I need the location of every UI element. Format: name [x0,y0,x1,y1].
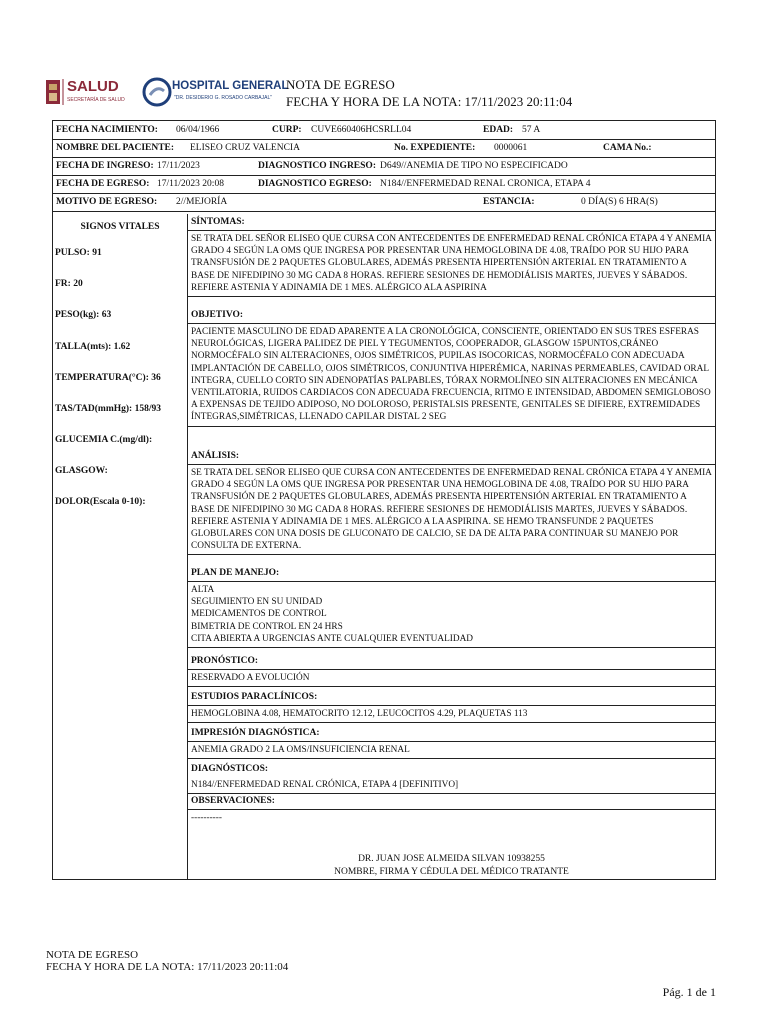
analisis-heading: ANÁLISIS: [188,448,715,465]
salud-logo-text: SALUD [67,78,119,95]
clinical-notes-column [188,214,715,879]
info-row-2 [53,139,715,158]
diag-egreso-label: DIAGNOSTICO EGRESO: [258,179,372,189]
diag-ingreso-value: D649//ANEMIA DE TIPO NO ESPECIFICADO [380,161,568,171]
estudios-text: HEMOGLOBINA 4.08, HEMATOCRITO 12.12, LEUCOCITOS 4.29, PLAQUETAS 113 [188,706,715,723]
edad-value: 57 A [522,125,541,135]
document-header [44,72,724,112]
impresion-heading: IMPRESIÓN DIAGNÓSTICA: [188,725,715,742]
vital-glasgow: GLASGOW: [55,466,108,476]
curp-label: CURP: [272,125,302,135]
pronostico-heading: PRONÓSTICO: [188,653,715,670]
info-row-5 [53,193,715,212]
signature-block [188,853,715,879]
fecha-ingreso-label: FECHA DE INGRESO: [56,161,154,171]
section-observaciones [188,793,715,826]
curp-value: CUVE660406HCSRLL04 [311,125,412,135]
objetivo-heading: OBJETIVO: [188,307,715,324]
expediente-value: 0000061 [494,143,528,153]
vital-pulso: PULSO: 91 [55,248,102,258]
section-plan [188,565,715,648]
cama-label: CAMA No.: [603,143,652,153]
diag-egreso-value: N184//ENFERMEDAD RENAL CRONICA, ETAPA 4 [380,179,591,189]
page-footer [46,949,288,973]
nombre-label: NOMBRE DEL PACIENTE: [56,143,175,153]
salud-logo-subtext: SECRETARÍA DE SALUD [67,97,125,103]
info-row-1 [53,121,715,140]
observaciones-text: ---------- [191,813,222,823]
diagnosticos-text: N184//ENFERMEDAD RENAL CRÓNICA, ETAPA 4 [DEFINITIVO] [188,777,715,794]
info-row-4 [53,175,715,194]
fecha-nacimiento-label: FECHA NACIMIENTO: [56,125,158,135]
fecha-egreso-label: FECHA DE EGRESO: [56,179,150,189]
footer-datetime: FECHA Y HORA DE LA NOTA: 17/11/2023 20:11:04 [46,961,289,973]
salud-logo [44,76,136,108]
hospital-logo-text: HOSPITAL GENERAL [172,80,289,92]
signature-caption: NOMBRE, FIRMA Y CÉDULA DEL MÉDICO TRATANTE [334,867,569,877]
sintomas-text: SE TRATA DEL SEÑOR ELISEO QUE CURSA CON ANTECEDENTES DE ENFERMEDAD RENAL CRÓNICA ETAPA 4 Y ANEMIA GRADO 4 SEGÚN LA OMS QUE INGRESA POR PRESENTAR UNA HEMOGLOBINA DE 4.08, TRAÍDO POR SU HIJO PARA TRANSFUSIÓN DE 2 PAQUETES GLOBULARES, ADEMÁS PRESENTA HIPERTENSIÓN ARTERIAL EN TRATAMIENTO A BASE DE NIFEDIPINO 30 MG CADA 8 HORAS. REFIERE SESIONES DE HEMODIÁLISIS MARTES, JUEVES Y SÁBADOS. REFIERE ASTENIA Y ADINAMIA DE 1 MES. ALÉRGICO ALA ASPIRINA [188,231,715,297]
vital-glucemia: GLUCEMIA C.(mg/dl): [55,435,153,445]
impresion-text: ANEMIA GRADO 2 LA OMS/INSUFICIENCIA RENAL [188,742,715,759]
doctor-name: DR. JUAN JOSE ALMEIDA SILVAN 10938255 [358,854,545,864]
vital-tas-tad: TAS/TAD(mmHg): 158/93 [55,404,161,414]
info-row-3 [53,157,715,176]
fecha-egreso-value: 17/11/2023 20:08 [157,179,224,189]
section-diagnosticos [188,761,715,794]
section-analisis [188,448,715,555]
vital-fr: FR: 20 [55,279,83,289]
section-estudios [188,689,715,723]
vital-temperatura: TEMPERATURA(°C): 36 [55,373,161,383]
objetivo-text: PACIENTE MASCULINO DE EDAD APARENTE A LA CRONOLÓGICA, CONSCIENTE, ORIENTADO EN SUS TRES ESFERAS NEUROLÓGICAS, LIGERA PALIDEZ DE PIEL Y TEGUMENTOS, COOPERADOR, GLASGOW 15PUNTOS,CRÁNEO NORMOCÉFALO SIN ALTERACIONES, OJOS SIMÉTRICOS, PUPILAS ISOCORICAS, NORMOCÉFALO CON ADECUADA IMPLANTACIÓN DE CABELLO, OJOS SIMÉTRICOS, CONJUNTIVA HIPERÉMICA, NARINAS PERMEABLES, CAVIDAD ORAL INTEGRA, CUELLO CORTO SIN ADENOPATÍAS PALPABLES, TÓRAX NORMOLÍNEO SIN ALTERACIONES EN MECÁNICA VENTILATORIA, RUIDOS CARDIACOS CON ADECUADA FRECUENCIA, RITMO E INTENSIDAD, ABDOMEN SEMIGLOBOSO A EXPENSAS DE TEJIDO ADIPOSO, NO DOLOROSO, PERISTALSIS PRESENTE, GENITALES SE DIFIERE, EXTREMIDADES ÍNTEGRAS,SIMÉTRICAS, LLENADO CAPILAR DISTAL 2 SEG [188,324,715,427]
motivo-label: MOTIVO DE EGRESO: [56,197,158,207]
vital-signs-title: SIGNOS VITALES [80,222,160,232]
analisis-text: SE TRATA DEL SEÑOR ELISEO QUE CURSA CON ANTECEDENTES DE ENFERMEDAD RENAL CRÓNICA ETAPA 4 Y ANEMIA GRADO 4 SEGÚN LA OMS QUE INGRESA POR PRESENTAR UNA HEMOGLOBINA DE 4.08, TRAÍDO POR SU HIJO PARA TRANSFUSIÓN DE 2 PAQUETES GLOBULARES, ADEMÁS PRESENTA HIPERTENSIÓN ARTERIAL EN TRATAMIENTO A BASE DE NIFEDIPINO 30 MG CADA 8 HORAS. REFIERE SESIONES DE HEMODIÁLISIS MARTES, JUEVES Y SÁBADOS. REFIERE ASTENIA Y ADINAMIA DE 1 MES. ALÉRGICO A LA ASPIRINA. SE HEMO TRANSFUNDE 2 PAQUETES GLOBULARES CON UNA DOSIS DE GLUCONATO DE CALCIO, SE DA DE ALTA PARA CONTINUAR SU MANEJO POR CONSULTA DE EXTERNA. [188,465,715,555]
header-title-block [286,76,572,110]
vital-talla: TALLA(mts): 1.62 [55,342,131,352]
observaciones-heading: OBSERVACIONES: [188,793,715,810]
section-pronostico [188,653,715,687]
edad-label: EDAD: [483,125,514,135]
section-objetivo [188,307,715,427]
fecha-ingreso-value: 17/11/2023 [157,161,200,171]
page-number: Pág. 1 de 1 [662,985,716,999]
estancia-value: 0 DÍA(S) 6 HRA(S) [581,197,658,207]
nombre-value: ELISEO CRUZ VALENCIA [190,143,300,153]
section-impresion [188,725,715,759]
diagnosticos-heading: DIAGNÓSTICOS: [191,764,269,774]
vital-dolor: DOLOR(Escala 0-10): [55,497,146,507]
plan-heading: PLAN DE MANEJO: [188,565,715,582]
hospital-logo [142,76,289,108]
footer-title: NOTA DE EGRESO [46,949,139,961]
diag-ingreso-label: DIAGNOSTICO INGRESO: [258,161,376,171]
expediente-label: No. EXPEDIENTE: [394,143,476,153]
estudios-heading: ESTUDIOS PARACLÍNICOS: [188,689,715,706]
motivo-value: 2//MEJORÍA [176,197,228,207]
hospital-logo-subtext: "DR. DESIDERIO G. ROSADO CARBAJAL" [174,95,273,101]
note-datetime: FECHA Y HORA DE LA NOTA: 17/11/2023 20:11:04 [286,94,573,109]
vital-signs-column [53,214,188,879]
estancia-label: ESTANCIA: [483,197,535,207]
plan-text: ALTA SEGUIMIENTO EN SU UNIDAD MEDICAMENTOS DE CONTROL BIMETRIA DE CONTROL EN 24 HRS CITA ABIERTA A URGENCIAS ANTE CUALQUIER EVENTUALIDAD [188,582,715,648]
sintomas-heading: SÍNTOMAS: [188,214,715,231]
vital-peso: PESO(kg): 63 [55,310,112,320]
note-title: NOTA DE EGRESO [286,77,395,92]
note-frame [52,120,716,880]
fecha-nacimiento-value: 06/04/1966 [176,125,220,135]
section-sintomas [188,214,715,297]
pronostico-text: RESERVADO A EVOLUCIÓN [188,670,715,687]
patient-info [53,121,715,213]
